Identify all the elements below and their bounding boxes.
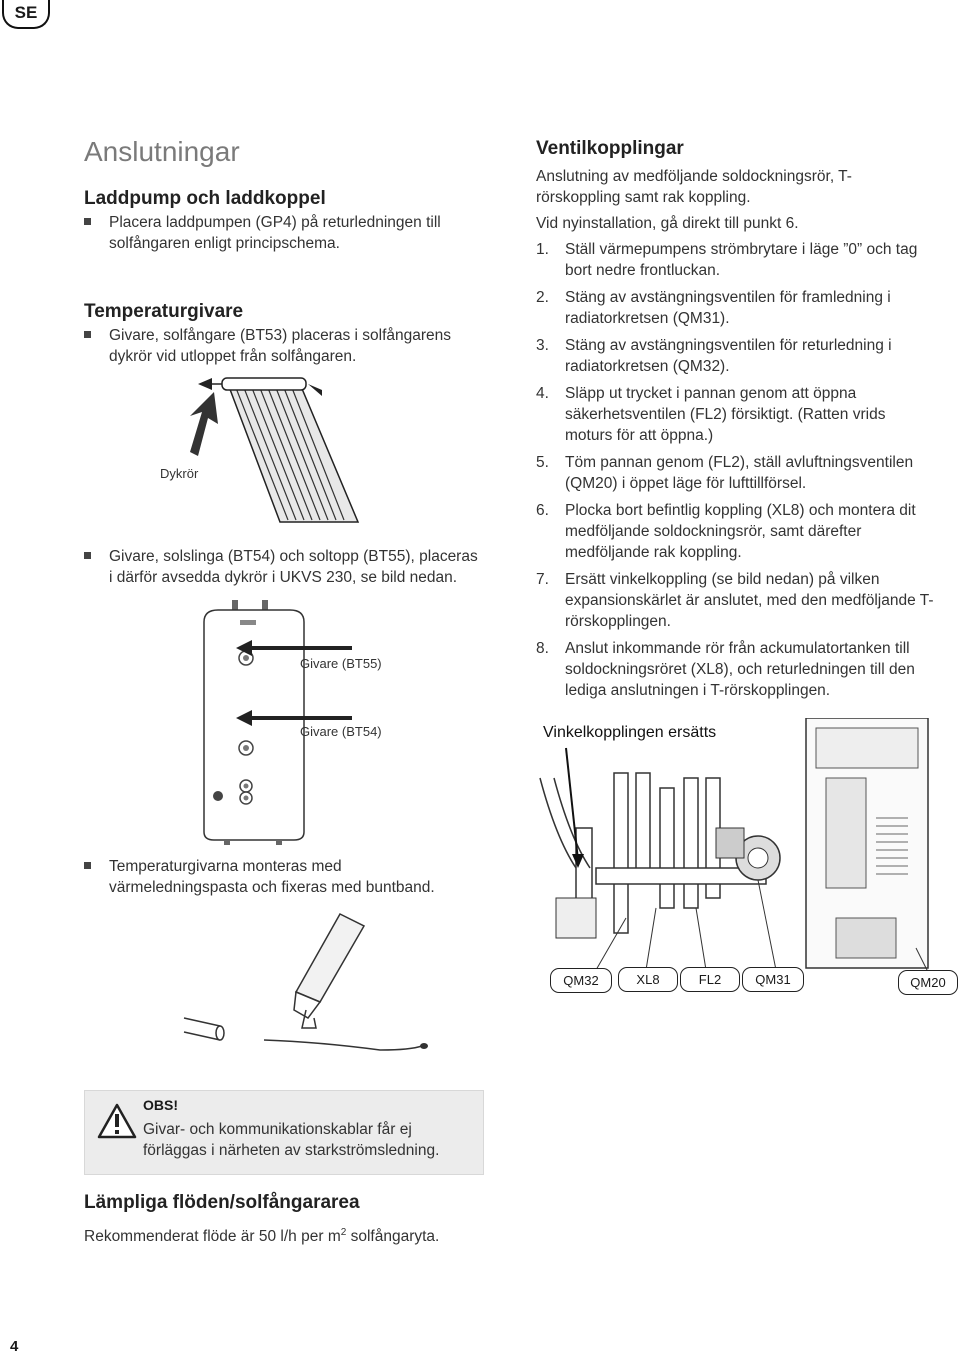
flow-text-superscript: 2 (340, 1227, 347, 1238)
warning-box (84, 1090, 484, 1175)
ventilkopplingar-section (536, 138, 936, 707)
step-text: Stäng av avstängningsventilen för framledning i radiatorkretsen (QM31). (565, 289, 891, 327)
solar-collector-diagram (150, 372, 490, 532)
warning-triangle-icon (97, 1103, 137, 1139)
label-xl8: XL8 (618, 967, 678, 992)
warning-text: Givar- och kommunikationskablar får ej förläggas i närheten av starkströmsledning. (143, 1121, 440, 1159)
steps-list (536, 239, 936, 701)
step-number: 5. (536, 454, 549, 471)
flow-text (84, 1222, 504, 1247)
warning-title: OBS! (143, 1097, 178, 1113)
solar-collector-illustration (150, 372, 490, 532)
step-number: 2. (536, 289, 549, 306)
step-number: 7. (536, 571, 549, 588)
step-item (536, 335, 936, 377)
bullet-row (84, 546, 484, 588)
flow-section (84, 1192, 504, 1247)
label-qm20: QM20 (898, 970, 958, 995)
step-item (536, 287, 936, 329)
givare-bt54-label: Givare (BT54) (300, 724, 382, 739)
step-number: 3. (536, 337, 549, 354)
figure-caption: Vinkelkopplingen ersätts (543, 724, 717, 741)
temperaturgivare-section (84, 301, 484, 367)
laddpump-heading: Laddpump och laddkoppel (84, 188, 326, 209)
ventilkopplingar-heading: Ventilkopplingar (536, 138, 684, 159)
bullet-marker (84, 218, 91, 225)
step-text: Ersätt vinkelkoppling (se bild nedan) på vilken expansionskärlet är anslutet, med den medföljande T-rörskopplingen. (565, 571, 934, 630)
bullet-item (84, 856, 484, 898)
step-item (536, 569, 936, 632)
laddpump-section (84, 188, 484, 254)
bullet-row (84, 856, 484, 898)
step-item (536, 239, 936, 281)
heat-pump-illustration (536, 718, 960, 998)
intro-text: Anslutning av medföljande soldockningsrör, T-rörskoppling samt rak koppling. (536, 168, 852, 206)
bullet-item (84, 325, 484, 367)
label-fl2: FL2 (680, 967, 740, 992)
flow-text-suffix: solfångaryta. (346, 1228, 440, 1246)
step-item (536, 383, 936, 446)
bullet-text: Placera laddpumpen (GP4) på returledningen till solfångaren enligt principschema. (109, 214, 441, 252)
tank-diagram (196, 600, 486, 845)
step-text: Töm pannan genom (FL2), ställ avluftningsventilen (QM20) i öppet läge för lufttillförsel. (565, 454, 914, 492)
step-text: Stäng av avstängningsventilen för returledning i radiatorkretsen (QM32). (565, 337, 892, 375)
bullet-marker (84, 331, 91, 338)
step-item (536, 452, 936, 494)
bullet-marker (84, 552, 91, 559)
step-item (536, 500, 936, 563)
paste-tube-illustration (180, 910, 440, 1060)
bullet-text: Givare, solslinga (BT54) och soltopp (BT55), placeras i därför avsedda dykrör i UKVS 230, se bild nedan. (109, 548, 478, 586)
label-qm31: QM31 (742, 967, 804, 992)
bullet-marker (84, 862, 91, 869)
tank-illustration (196, 600, 486, 845)
step-number: 6. (536, 502, 549, 519)
step-text: Ställ värmepumpens strömbrytare i läge ”0” och tag bort nedre frontluckan. (565, 241, 918, 279)
step-item (536, 638, 936, 701)
sensor-mounting-diagram (180, 910, 440, 1060)
page-number: 4 (10, 1338, 19, 1355)
step-number: 4. (536, 385, 549, 402)
bullet-text: Temperaturgivarna monteras med värmeledningspasta och fixeras med buntband. (109, 858, 435, 896)
step-number: 1. (536, 241, 549, 258)
note-text: Vid nyinstallation, gå direkt till punkt 6. (536, 215, 799, 232)
step-number: 8. (536, 640, 549, 657)
temperaturgivare-heading: Temperaturgivare (84, 301, 244, 322)
step-text: Plocka bort befintlig koppling (XL8) och montera dit medföljande soldockningsrör, samt därefter medföljande rak koppling. (565, 502, 916, 561)
bullet-text: Givare, solfångare (BT53) placeras i solfångarens dykrör vid utloppet från solfångaren. (109, 327, 452, 365)
step-text: Anslut inkommande rör från ackumulatortanken till soldockningsröret (XL8), och returledningen till den lediga anslutningen i T-rörskopplingen. (565, 640, 915, 699)
givare-bt55-label: Givare (BT55) (300, 656, 382, 671)
flow-heading: Lämpliga flöden/solfångararea (84, 1192, 360, 1213)
label-qm32: QM32 (550, 968, 612, 993)
dykror-label: Dykrör (160, 466, 199, 481)
bullet-item (84, 546, 484, 588)
step-text: Släpp ut trycket i pannan genom att öppna säkerhetsventilen (FL2) försiktigt. (Ratten vrids moturs för att öppna.) (565, 385, 886, 444)
page-title: Anslutningar (84, 136, 240, 167)
bullet-item (84, 212, 484, 254)
flow-text-prefix: Rekommenderat flöde är 50 l/h per m (84, 1228, 341, 1246)
valve-figure (536, 718, 960, 998)
language-badge: SE (2, 0, 50, 29)
